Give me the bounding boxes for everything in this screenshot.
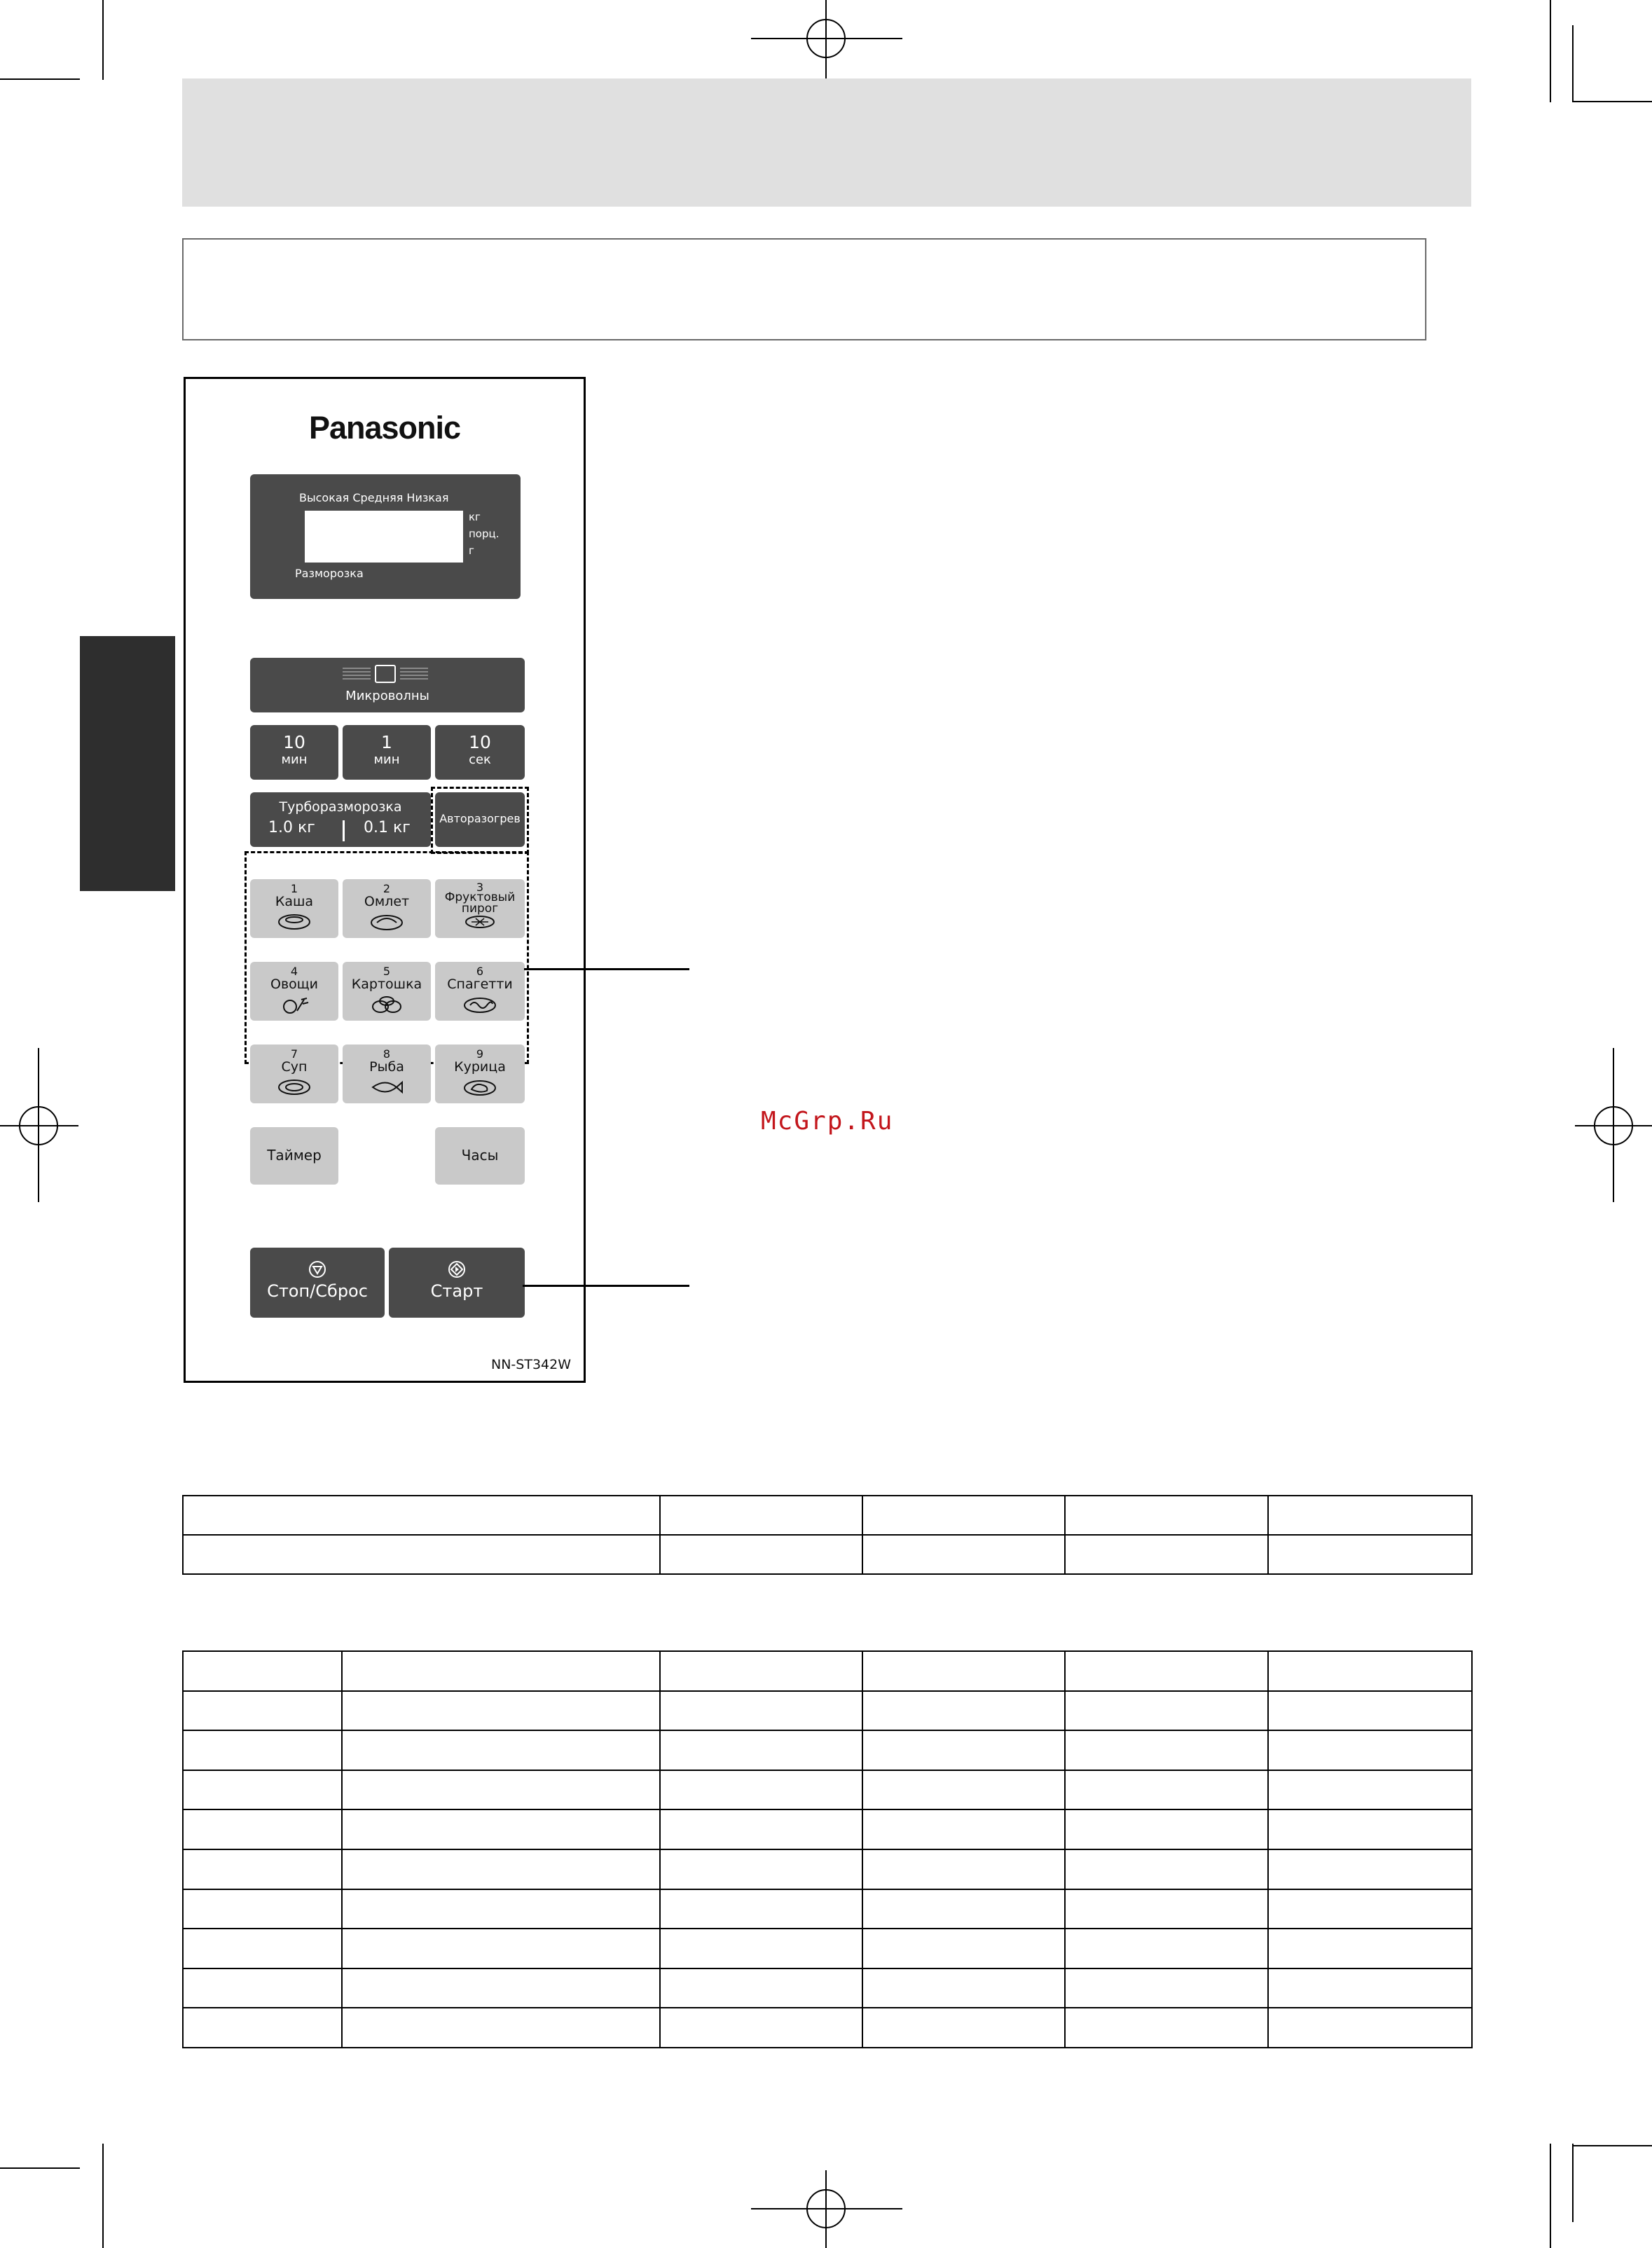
omelette-icon [369,911,405,932]
clock-button[interactable] [435,1127,525,1185]
program-number: 1 [290,882,298,895]
program-label: Фруктовый пирог [444,890,516,916]
table-row [183,2008,1472,2048]
program-label: Омлет [364,894,410,909]
one-minute-button[interactable] [343,725,431,780]
table-row [183,1730,1472,1770]
start-callout-line [523,1285,689,1287]
time-number: 1 [381,732,392,752]
unit-g-label: г [469,544,474,557]
table-row [183,1968,1472,2008]
program-label: Суп [281,1059,308,1075]
stop-reset-button[interactable] [250,1248,385,1318]
clock-label: Часы [461,1147,499,1164]
stop-icon [308,1260,326,1278]
program-number: 4 [290,965,298,978]
ten-minutes-button[interactable] [250,725,338,780]
pie-icon [462,914,498,930]
header-band [182,78,1471,207]
program-number: 2 [383,882,391,895]
unit-kg-label: кг [469,511,481,523]
table-row [183,1535,1472,1574]
auto-cook-vegetables-button[interactable] [250,962,338,1021]
auto-cook-chicken-button[interactable] [435,1044,525,1103]
stop-reset-label: Стоп/Сброс [267,1281,368,1301]
auto-reheat-label: Авторазогрев [439,812,521,825]
soup-plate-icon [276,1077,312,1098]
unit-portions-label: порц. [469,527,500,540]
time-unit: мин [281,752,308,767]
table-2 [182,1650,1473,2048]
start-button[interactable] [389,1248,525,1318]
control-panel [184,377,586,1383]
program-number: 7 [290,1047,298,1061]
ten-seconds-button[interactable] [435,725,525,780]
brand-logo: Panasonic [308,410,461,446]
start-label: Старт [430,1281,483,1301]
time-number: 10 [469,732,491,752]
auto-cook-porridge-button[interactable] [250,879,338,938]
turbo-defrost-0-1kg: 0.1 кг [364,819,411,836]
start-icon [448,1260,466,1278]
program-label: Каша [275,894,314,909]
program-label: Спагетти [447,977,513,992]
display-screen [305,511,463,563]
defrost-indicator: Разморозка [295,567,364,580]
program-number: 3 [476,881,484,894]
intro-box [182,238,1426,340]
program-label: Картошка [351,977,422,992]
section-side-tab [80,636,175,891]
table-row [183,1691,1472,1731]
microwave-label: Микроволны [345,689,429,703]
microwave-icon [375,665,396,683]
table-row [183,1770,1472,1810]
auto-reheat-group-outline [431,787,529,854]
time-number: 10 [283,732,305,752]
timer-button[interactable] [250,1127,338,1185]
program-number: 6 [476,965,484,978]
microwave-lines-right [400,668,428,680]
table-row [183,1809,1472,1849]
table-row [183,1651,1472,1691]
program-label: Курица [454,1059,506,1075]
auto-cook-soup-button[interactable] [250,1044,338,1103]
table-1 [182,1495,1473,1575]
spaghetti-icon [462,994,498,1015]
auto-cook-omelette-button[interactable] [343,879,431,938]
timer-label: Таймер [267,1147,322,1164]
turbo-defrost-1kg: 1.0 кг [268,819,315,836]
bowl-icon [276,911,312,932]
table-row [183,1929,1472,1968]
potatoes-icon [369,994,405,1015]
chicken-icon [462,1077,498,1098]
auto-cook-fruit-pie-button[interactable] [435,879,525,938]
table-row [183,1849,1472,1889]
program-number: 8 [383,1047,391,1061]
time-unit: сек [469,752,491,767]
power-levels-label: Высокая Средняя Низкая [299,491,449,504]
program-number: 5 [383,965,391,978]
auto-cook-potatoes-button[interactable] [343,962,431,1021]
microwave-button[interactable] [250,658,525,712]
watermark-text: McGrp.Ru [761,1107,894,1136]
microwave-lines-left [343,668,371,680]
table-row [183,1496,1472,1535]
table-row [183,1889,1472,1929]
display-window [250,474,521,599]
auto-cook-spaghetti-button[interactable] [435,962,525,1021]
model-number: NN-ST342W [491,1357,571,1372]
auto-cook-fish-button[interactable] [343,1044,431,1103]
turbo-defrost-label: Турборазморозка [279,799,402,815]
program-label: Рыба [369,1059,404,1075]
auto-cook-callout-line [524,968,689,970]
turbo-defrost-divider [343,820,345,841]
time-unit: мин [373,752,400,767]
vegetables-icon [276,994,312,1015]
program-label: Овощи [270,977,319,992]
program-number: 9 [476,1047,484,1061]
fish-icon [369,1077,405,1098]
turbo-defrost-button[interactable] [250,792,431,847]
